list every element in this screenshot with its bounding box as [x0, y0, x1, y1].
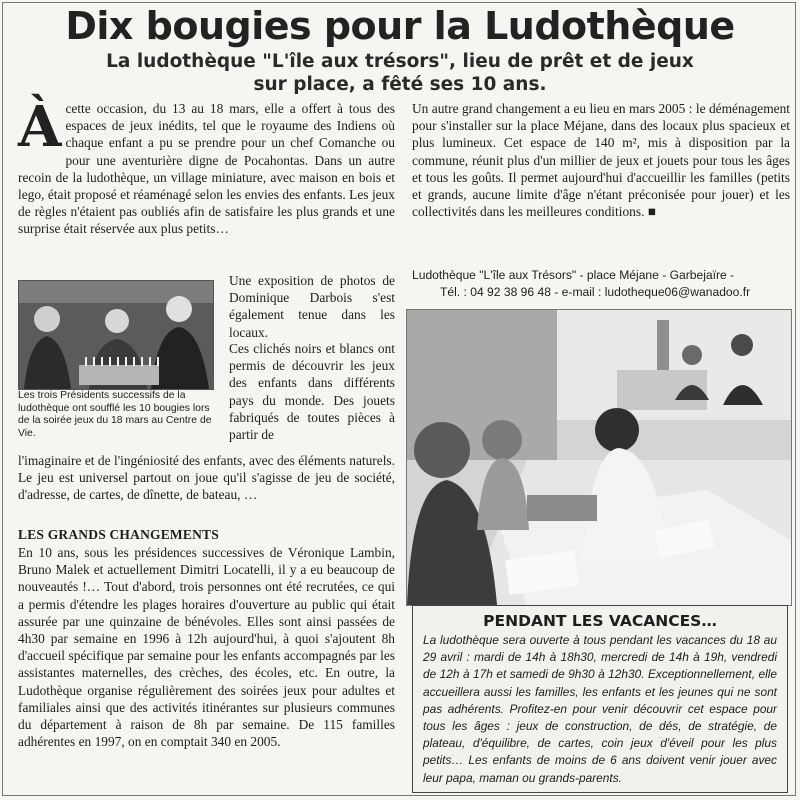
- clichés-paragraph: Ces clichés noirs et blancs ont permis de découvrir les jeux des enfants dans différents pays du monde. Des jouets fabriqués de toutes pièces à partir de: [229, 341, 395, 443]
- clichés-paragraph-end: l'imaginaire et de l'ingéniosité des enfants, avec des éléments naturels. Le jeu est universel partout on joue qu'il s'agisse de jeu de société, d'adresse, de cartes, de dînette, de bateau, …: [18, 453, 395, 503]
- vacation-body: La ludothèque sera ouverte à tous pendant les vacances du 18 au 29 avril : mardi de 14h à 18h30, mercredi de 14h à 19h, vendredi de 12h à 17h et samedi de 9h30 à 12h30. Exceptionnellement, elle accueillera aussi les familles, les enfants et les jeunes qui ne sont pas adhérents. Profitez-en pour venir découvrir cet espace pour tous les âges : jeux de construction, de dés, de stratégie, de plateau, d'équilibre, de cartes, coin jeux d'éveil pour les plus petits… Les enfants de moins de 6 ans doivent venir jouer avec leur papa, maman ou grands-parents.: [423, 633, 777, 785]
- changes-paragraph: En 10 ans, sous les présidences successives de Véronique Lambin, Bruno Malek et actuellement Dimitri Locatelli, il y a eu beaucoup de nouveautés !… Tout d'abord, trois personnes ont été recrutées, ce qui a permis d'étendre les plages horaires d'ouverture au public qui était assurée par une quinzaine de bénévoles. Elles sont ainsi passées de 4h30 par semaine en 1996 à 12h aujourd'hui, à quoi s'ajoutent 8h d'accueil spécifique par semaine pour les enfants accompagnés par les assistantes maternelles, des crèches, des écoles, etc. En outre, la Ludothèque organise régulièrement des soirées jeux pour adultes et familiales ainsi que des activités itinérantes sur plusieurs communes du département à raison de 8h par semaine. De 115 familles adhérentes en 1997, on en comptait 340 en 2005.: [18, 545, 395, 750]
- vacation-title: PENDANT LES VACANCES…: [483, 612, 717, 630]
- end-mark: ■: [647, 204, 656, 220]
- section-heading: LES GRANDS CHANGEMENTS: [18, 527, 219, 542]
- article-title: Dix bougies pour la Ludothèque: [65, 4, 735, 48]
- photo-caption: Les trois Présidents successifs de la ludothèque ont soufflé les 10 bougies lors de la soirée jeux du 18 mars au Centre de Vie.: [18, 390, 212, 439]
- contact-block: [412, 267, 792, 301]
- vacation-box: [412, 605, 788, 793]
- intro-text: cette occasion, du 13 au 18 mars, elle a offert à tous des espaces de jeux inédits, tel que le royaume des Indiens où chaque enfant a pu se prendre pour un chef Comanche ou pour une aventurière digne de Pocahontas. Dans un autre recoin de la ludothèque, un village miniature, avec maison en bois et lego, était proposé et réaménagé selon les envies des enfants. Les jeux de règles n'étaient pas oubliés afin de satisfaire les plus grands et une surprise était réservée aux plus petits…: [18, 101, 395, 237]
- contact-address: Ludothèque "L'île aux Trésors" - place Méjane - Garbejaïre -: [412, 268, 735, 282]
- intro-paragraph: [18, 94, 395, 238]
- expo-paragraph: Une exposition de photos de Dominique Darbois s'est également tenue dans les locaux.: [229, 273, 395, 340]
- presidents-photo: [18, 280, 214, 390]
- contact-phone-email: Tél. : 04 92 38 96 48 - e-mail : ludotheque06@wanadoo.fr: [440, 285, 751, 299]
- article-subtitle: La ludothèque "L'île aux trésors", lieu de prêt et de jeux sur place, a fêté ses 10 ans.: [106, 51, 694, 95]
- drop-cap: À: [18, 94, 62, 160]
- room-photo-illustration: [407, 310, 791, 605]
- presidents-photo-illustration: [19, 281, 213, 389]
- move-text: Un autre grand changement a eu lieu en mars 2005 : le déménagement pour s'installer sur la place Méjane, dans des locaux plus spacieux et plus lumineux. Cet espace de 140 m², mis à disposition par la commune, réunit plus d'un millier de jeux et jouets pour tous les âges et tous les goûts. Il permet aujourd'hui d'accueillir les familles (petits et grands, aucune limite d'âge n'étant préconisée pour jouer) et les collectivités dans les meilleures conditions.: [412, 101, 790, 220]
- move-paragraph: [412, 100, 790, 220]
- ludotheque-room-photo: [406, 309, 792, 606]
